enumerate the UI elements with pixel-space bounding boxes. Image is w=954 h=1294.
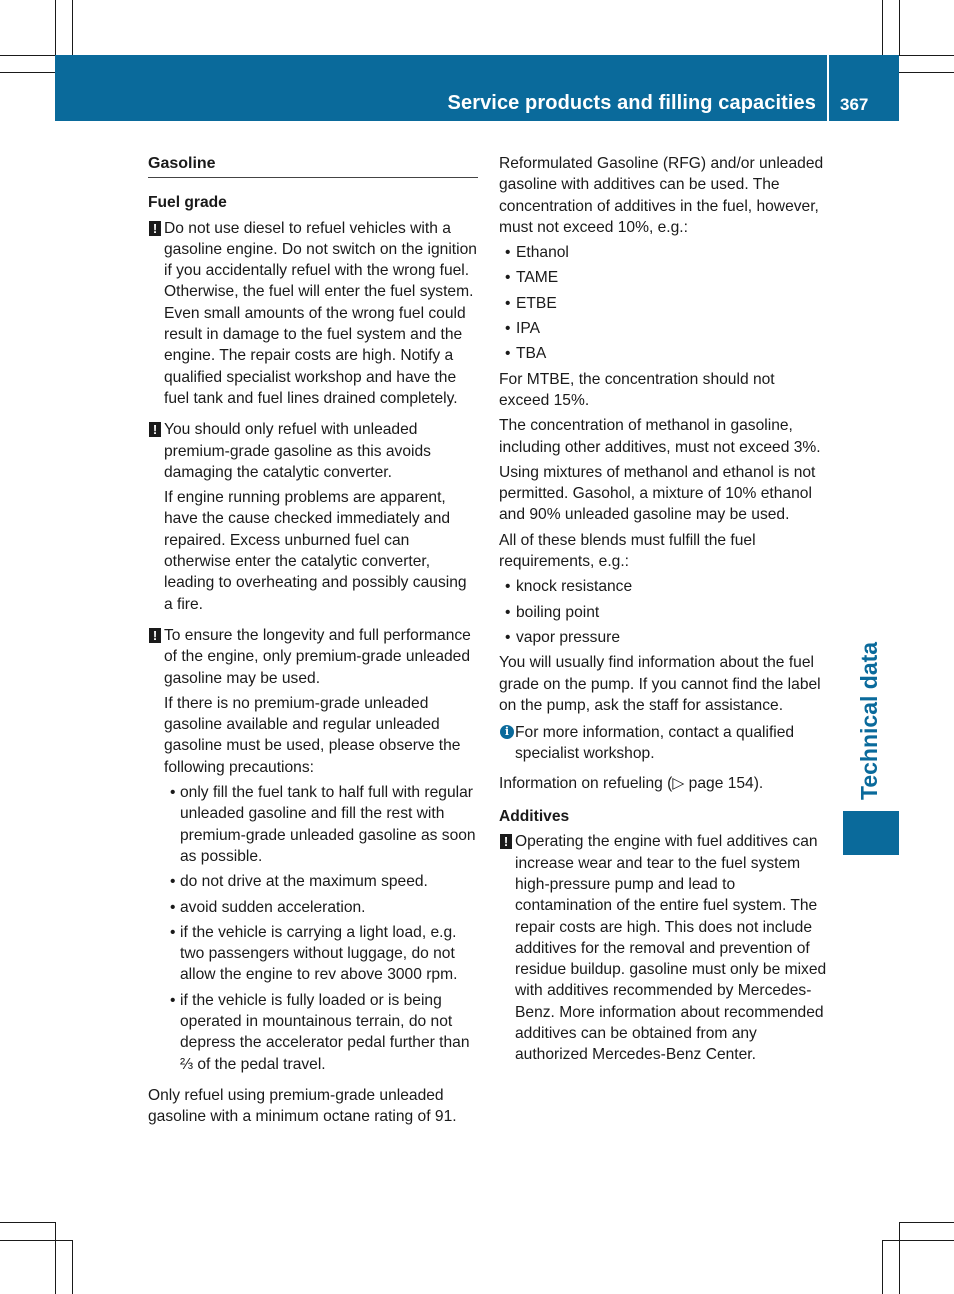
crop-mark [72,0,73,56]
paragraph: The concentration of methanol in gasoline, including other additives, must not exceed 3%. [499,417,821,456]
crop-mark [882,1240,954,1241]
list-item: • IPA [499,318,829,339]
list-item: • do not drive at the maximum speed. [164,871,478,892]
crop-mark [0,72,56,73]
warning-text: If there is no premium-grade unleaded gasoline available and regular unleaded gasoline must be used, please observe the following precautions: [164,694,461,776]
info-block [499,722,829,765]
crop-mark [0,55,56,56]
paragraph: Using mixtures of methanol and ethanol is not permitted. Gasohol, a mixture of 10% ethanol and 90% unleaded gasoline may be used. [499,463,816,524]
warning-block [148,419,478,615]
crop-mark [899,0,900,56]
info-icon: i [500,725,514,739]
paragraph: For MTBE, the concentration should not exceed 15%. [499,370,775,409]
closing-text: Only refuel using premium-grade unleaded gasoline with a minimum octane rating of 91. [148,1086,457,1126]
list-item: • if the vehicle is fully loaded or is being operated in mountainous terrain, do not depress the accelerator pedal further than ⅔ of the pedal travel. [164,990,478,1075]
crop-mark [55,0,56,56]
crop-mark [899,1222,900,1294]
exclamation-warning-icon: ! [149,221,161,236]
page-number: 367 [840,95,869,114]
warning-text: Do not use diesel to refuel vehicles with a gasoline engine. Do not switch on the ignition if you accidentally refuel with the wrong fuel. Otherwise, the fuel will enter the fuel system. Even small amounts of the wrong fuel could result in damage to the fuel system and the engine. The repair costs are high. Notify a qualified specialist workshop and have the fuel tank and fuel lines drained completely. [164,219,477,407]
crop-mark [899,72,954,73]
crop-mark [55,1222,56,1294]
crop-mark [72,1240,73,1294]
list-item: • TBA [499,343,829,364]
exclamation-warning-icon: ! [149,422,161,437]
list-item: • avoid sudden acceleration. [164,897,478,918]
crop-mark [0,1240,73,1241]
exclamation-warning-icon: ! [149,628,161,643]
crop-mark [899,1222,954,1223]
additives-list [499,242,829,364]
warning-block [148,218,478,410]
additives-title: Additives [499,808,570,826]
paragraph: Reformulated Gasoline (RFG) and/or unleaded gasoline with additives can be used. The concentration of additives in the fuel, however, must not exceed 10%, e.g.: [499,155,824,236]
list-item: • vapor pressure [499,627,829,648]
warning-text: If engine running problems are apparent, have the cause checked immediately and repaired. Excess unburned fuel can otherwise enter the catalytic converter, leading to overheating and possibly causing a fire. [164,489,467,613]
list-item: • boiling point [499,602,829,623]
paragraph: You will usually find information about the fuel grade on the pump. If you cannot find the label on the pump, ask the staff for assistance. [499,654,821,714]
warning-text: You should only refuel with unleaded premium-grade gasoline as this avoids damaging the catalytic converter. [164,421,431,481]
list-item: • only fill the fuel tank to half full with regular unleaded gasoline and fill the rest with premium-grade unleaded gasoline as soon as possible. [164,782,478,867]
list-item: • TAME [499,267,829,288]
precautions-list [164,782,478,1075]
page-reference-link[interactable]: Information on refueling (▷ page 154). [499,774,764,792]
right-column [499,153,829,1076]
header-divider [827,55,829,121]
fuel-grade-title: Fuel grade [148,194,227,212]
side-tab-marker[interactable] [843,811,899,855]
warning-text: Operating the engine with fuel additives can increase wear and tear to the fuel system high-pressure pump and lead to contamination of the entire fuel system. The repair costs are high. This does not include additives for the removal and prevention of residue buildup. gasoline must only be mixed with additives recommended by Mercedes-Benz. More information about recommended additives can be obtained from any authorized Mercedes-Benz Center. [515,833,827,1064]
left-column [148,153,478,1131]
section-title: Gasoline [148,153,478,178]
crop-mark [0,1222,56,1223]
info-text: For more information, contact a qualified specialist workshop. [515,724,795,763]
list-item: • if the vehicle is carrying a light load, e.g. two passengers without luggage, do not allow the engine to rev above 3000 rpm. [164,922,478,986]
warning-block [148,625,478,1075]
list-item: • knock resistance [499,576,829,597]
list-item: • Ethanol [499,242,829,263]
paragraph: All of these blends must fulfill the fuel requirements, e.g.: [499,531,756,571]
crop-mark [882,1240,883,1294]
page-title: Service products and filling capacities [447,92,816,114]
requirements-list [499,576,829,648]
crop-mark [899,55,954,56]
side-tab-label[interactable]: Technical data [856,641,882,800]
list-item: • ETBE [499,293,829,314]
exclamation-warning-icon: ! [500,834,512,849]
crop-mark [882,0,883,56]
warning-text: To ensure the longevity and full performance of the engine, only premium-grade unleaded gasoline may be used. [164,626,471,687]
warning-block [499,831,829,1065]
